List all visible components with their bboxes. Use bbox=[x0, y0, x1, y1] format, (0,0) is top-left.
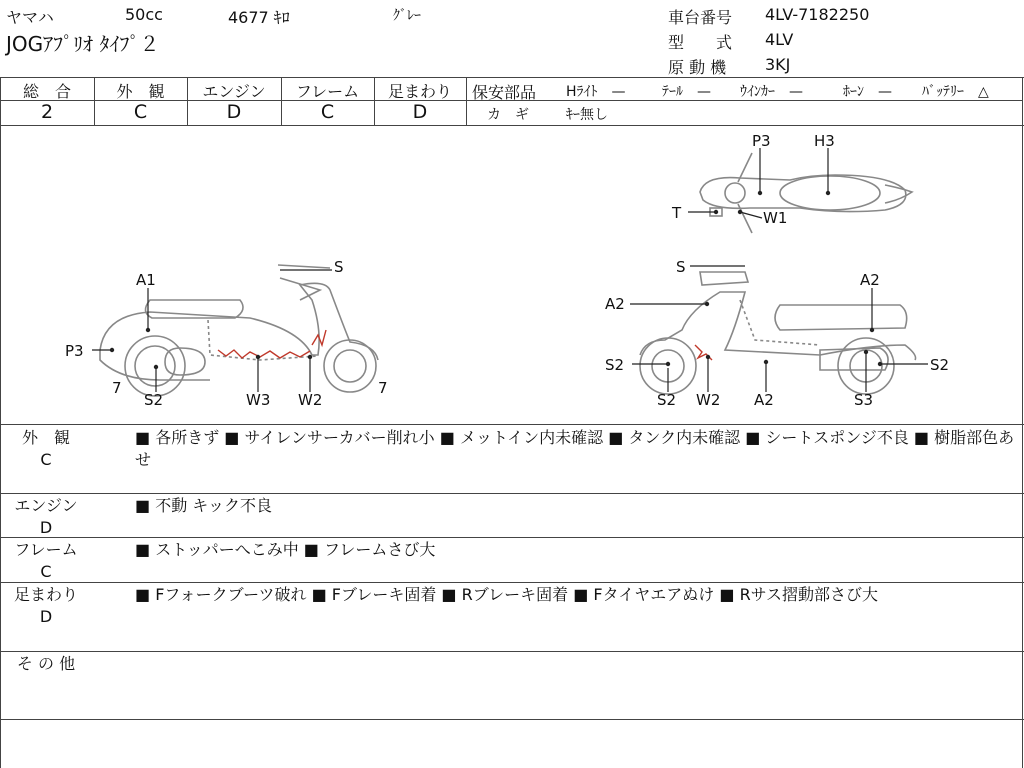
displacement: 50cc bbox=[125, 5, 163, 24]
engine-label: 原 動 機 bbox=[668, 58, 727, 77]
safety-horn: ﾎｰﾝ — bbox=[843, 84, 892, 100]
label-w2-right: W2 bbox=[696, 391, 721, 409]
mileage: 4677 ｷﾛ bbox=[228, 8, 290, 27]
grade-engine-label: エンジン bbox=[202, 82, 266, 101]
frame-no: 4LV-7182250 bbox=[765, 5, 870, 24]
section-exterior-label: 外 観 C bbox=[21, 428, 70, 469]
label-a2-left: A2 bbox=[605, 295, 625, 313]
label-s2-r2: S2 bbox=[930, 356, 950, 374]
label-p3-left: P3 bbox=[65, 342, 84, 360]
maker: ヤマハ bbox=[6, 8, 54, 27]
grade-suspension-value: D bbox=[412, 101, 428, 123]
label-w3: W3 bbox=[246, 391, 271, 409]
type-label: 型 式 bbox=[668, 33, 733, 52]
section-exterior-text: ■ 各所きず ■ サイレンサーカバー削れ小 ■ メットイン内未確認 ■ タンク内未確認 ■ シートスポンジ不良 ■ 樹脂部色あせ bbox=[135, 428, 1015, 469]
section-other-label: そ の 他 bbox=[16, 654, 76, 673]
safety-headlight: Hﾗｲﾄ — bbox=[566, 84, 626, 100]
safety-winker: ｳｲﾝｶｰ — bbox=[740, 84, 803, 100]
label-a1: A1 bbox=[136, 271, 156, 289]
engine-value: 3KJ bbox=[765, 55, 791, 74]
grade-suspension-label: 足まわり bbox=[387, 82, 452, 101]
section-frame-label: フレーム C bbox=[14, 540, 78, 581]
grade-frame-label: フレーム bbox=[295, 82, 360, 101]
grade-engine-value: D bbox=[226, 101, 242, 123]
damage-diagram bbox=[0, 126, 1022, 424]
grade-frame-value: C bbox=[320, 101, 335, 123]
label-s-left: S bbox=[334, 258, 344, 276]
label-a2-bottom: A2 bbox=[754, 391, 774, 409]
frame-no-label: 車台番号 bbox=[668, 8, 733, 27]
key-value: ｷｰ無し bbox=[566, 107, 608, 123]
scooter-top-view bbox=[700, 153, 912, 233]
safety-tail: ﾃｰﾙ — bbox=[662, 84, 711, 100]
grade-overall-label: 総 合 bbox=[22, 82, 71, 101]
safety-battery: ﾊﾞｯﾃﾘｰ △ bbox=[922, 84, 989, 100]
section-frame-text: ■ ストッパーへこみ中 ■ フレームさび大 bbox=[135, 540, 436, 559]
section-engine-label: エンジン D bbox=[14, 496, 78, 537]
section-suspension-label: 足まわり D bbox=[13, 585, 78, 626]
key-label: カ ギ bbox=[487, 107, 529, 123]
label-s2-r3: S2 bbox=[657, 391, 677, 409]
model-name: JOGｱﾌﾟﾘｵ ﾀｲﾌﾟ２ bbox=[6, 32, 160, 56]
label-w1: W1 bbox=[763, 209, 788, 227]
label-s2-r1: S2 bbox=[605, 356, 625, 374]
label-7-a: 7 bbox=[112, 379, 122, 397]
label-w2-left: W2 bbox=[298, 391, 323, 409]
section-suspension-text: ■ Fフォークブーツ破れ ■ Fブレーキ固着 ■ Rブレーキ固着 ■ Fタイヤエアぬけ ■ Rサス摺動部さび大 bbox=[135, 585, 879, 604]
safety-label: 保安部品 bbox=[472, 83, 537, 102]
grade-overall-value: 2 bbox=[40, 101, 54, 123]
label-h3: H3 bbox=[814, 132, 835, 150]
section-engine-text: ■ 不動 キック不良 bbox=[135, 496, 272, 515]
label-s3: S3 bbox=[854, 391, 874, 409]
label-s-right: S bbox=[676, 258, 686, 276]
label-7-b: 7 bbox=[378, 379, 388, 397]
label-s2-left: S2 bbox=[144, 391, 164, 409]
label-t: T bbox=[672, 204, 682, 222]
label-p3-top: P3 bbox=[752, 132, 771, 150]
scooter-right-view bbox=[640, 272, 916, 394]
type-value: 4LV bbox=[765, 30, 794, 49]
label-a2-right: A2 bbox=[860, 271, 880, 289]
grade-exterior-value: C bbox=[133, 101, 148, 123]
color: ｸﾞﾚｰ bbox=[393, 8, 421, 24]
grade-exterior-label: 外 観 bbox=[116, 82, 165, 101]
